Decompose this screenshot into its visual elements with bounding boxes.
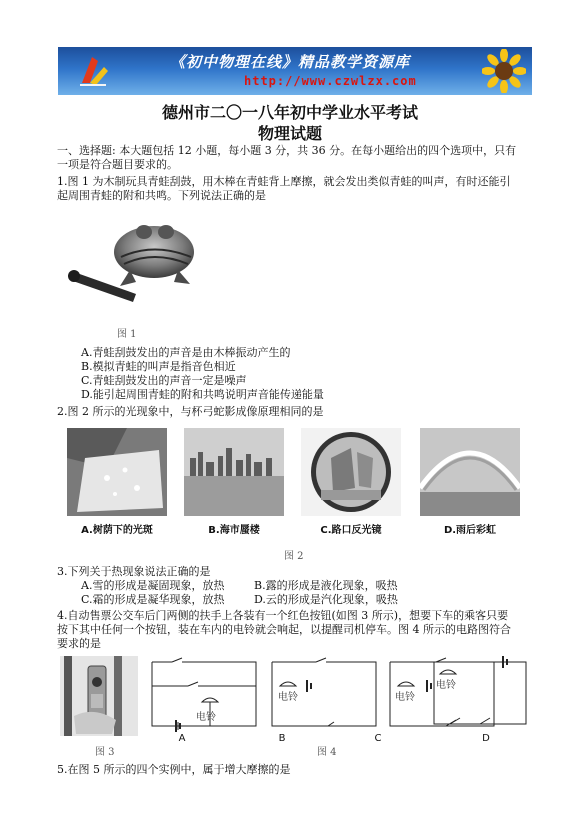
q2-label-d: D.雨后彩虹 (443, 525, 497, 536)
banner-title: 《初中物理在线》精品教学资源库 (170, 53, 411, 71)
q3-option-c[interactable]: C.霜的形成是凝华现象，放热 (81, 593, 225, 606)
q1-option-a[interactable]: A.青蛙刮鼓发出的声音是由木棒振动产生的 (81, 346, 291, 359)
figure-4-caption: 图 4 (317, 747, 337, 758)
figure-1-frog-guiro (66, 212, 211, 322)
figure-1-caption: 图 1 (117, 329, 137, 340)
rainbow-photo (420, 428, 520, 516)
q2-label-b: B.海市蜃楼 (208, 525, 260, 536)
q3-option-a[interactable]: A.雪的形成是凝固现象，放热 (81, 579, 225, 592)
convex-mirror-photo (301, 428, 401, 516)
circuit-a-bell-label: 电铃 (196, 712, 216, 723)
exam-title: 德州市二〇一八年初中学业水平考试 (161, 103, 418, 122)
q2-image-c-convex-mirror[interactable] (301, 428, 401, 516)
q3-option-d[interactable]: D.云的形成是汽化现象，吸热 (254, 593, 398, 606)
circuit-b-bell-label: 电铃 (278, 692, 298, 703)
circuit-c-bell-label: 电铃 (395, 692, 415, 703)
circuit-d-bell-label: 电铃 (436, 680, 456, 691)
q2-image-d-rainbow[interactable] (420, 428, 520, 516)
q1-option-c[interactable]: C.青蛙刮鼓发出的声音一定是噪声 (81, 374, 247, 387)
q3-stem: 3.下列关于热现象说法正确的是 (57, 565, 211, 578)
q1-option-d[interactable]: D.能引起周围青蛙的附和共鸣说明声音能传递能量 (81, 388, 324, 401)
header-banner (58, 47, 532, 95)
q4-stem-line1: 4.自动售票公交车后门两侧的扶手上各装有一个红色按钮(如图 3 所示)，想要下车的乘客只要 (57, 609, 509, 622)
q3-option-b[interactable]: B.露的形成是液化现象，吸热 (254, 579, 398, 592)
q2-label-c: C.路口反光镜 (320, 525, 382, 536)
circuit-d-label: D (482, 733, 490, 744)
circuit-c-label: C (374, 733, 382, 744)
figure-2-caption: 图 2 (284, 551, 304, 562)
banner-url: http://www.czwlzx.com (244, 74, 417, 88)
q4-stem-line3: 要求的是 (57, 637, 101, 650)
q2-image-b-mirage[interactable] (184, 428, 284, 516)
circuit-a-label: A (178, 733, 186, 744)
figure-3-caption: 图 3 (95, 747, 115, 758)
mirage-photo (184, 428, 284, 516)
figure-3-bus-button-photo (60, 656, 138, 736)
q2-image-a-light-spots[interactable] (67, 428, 167, 516)
exam-subject: 物理试题 (257, 124, 322, 143)
sunflower-icon (482, 49, 526, 93)
q2-label-a: A.树荫下的光斑 (81, 525, 153, 536)
q2-stem: 2.图 2 所示的光现象中，与杯弓蛇影成像原理相同的是 (57, 405, 324, 418)
q1-stem-line2: 起周围青蛙的附和共鸣。下列说法正确的是 (57, 189, 266, 202)
site-logo-icon (76, 53, 110, 89)
section1-instructions-line2: 一项是符合题目要求的。 (57, 158, 178, 171)
section1-instructions-line1: 一、选择题: 本大题包括 12 小题，每小题 3 分，共 36 分。在每小题给出的四个选项中，只有 (57, 144, 517, 157)
q4-stem-line2: 按下其中任何一个按钮，装在车内的电铃就会响起，以提醒司机停车。图 4 所示的电路图符合 (57, 623, 511, 636)
q1-option-b[interactable]: B.模拟青蛙的叫声是指音色相近 (81, 360, 236, 373)
circuit-b-label: B (278, 733, 286, 744)
circuit-d[interactable] (430, 654, 530, 730)
q1-stem-line1: 1.图 1 为木制玩具青蛙刮鼓，用木棒在青蛙背上摩擦，就会发出类似青蛙的叫声，有时还能引 (57, 175, 511, 188)
tree-shade-photo (67, 428, 167, 516)
q5-stem: 5.在图 5 所示的四个实例中，属于增大摩擦的是 (57, 763, 291, 776)
